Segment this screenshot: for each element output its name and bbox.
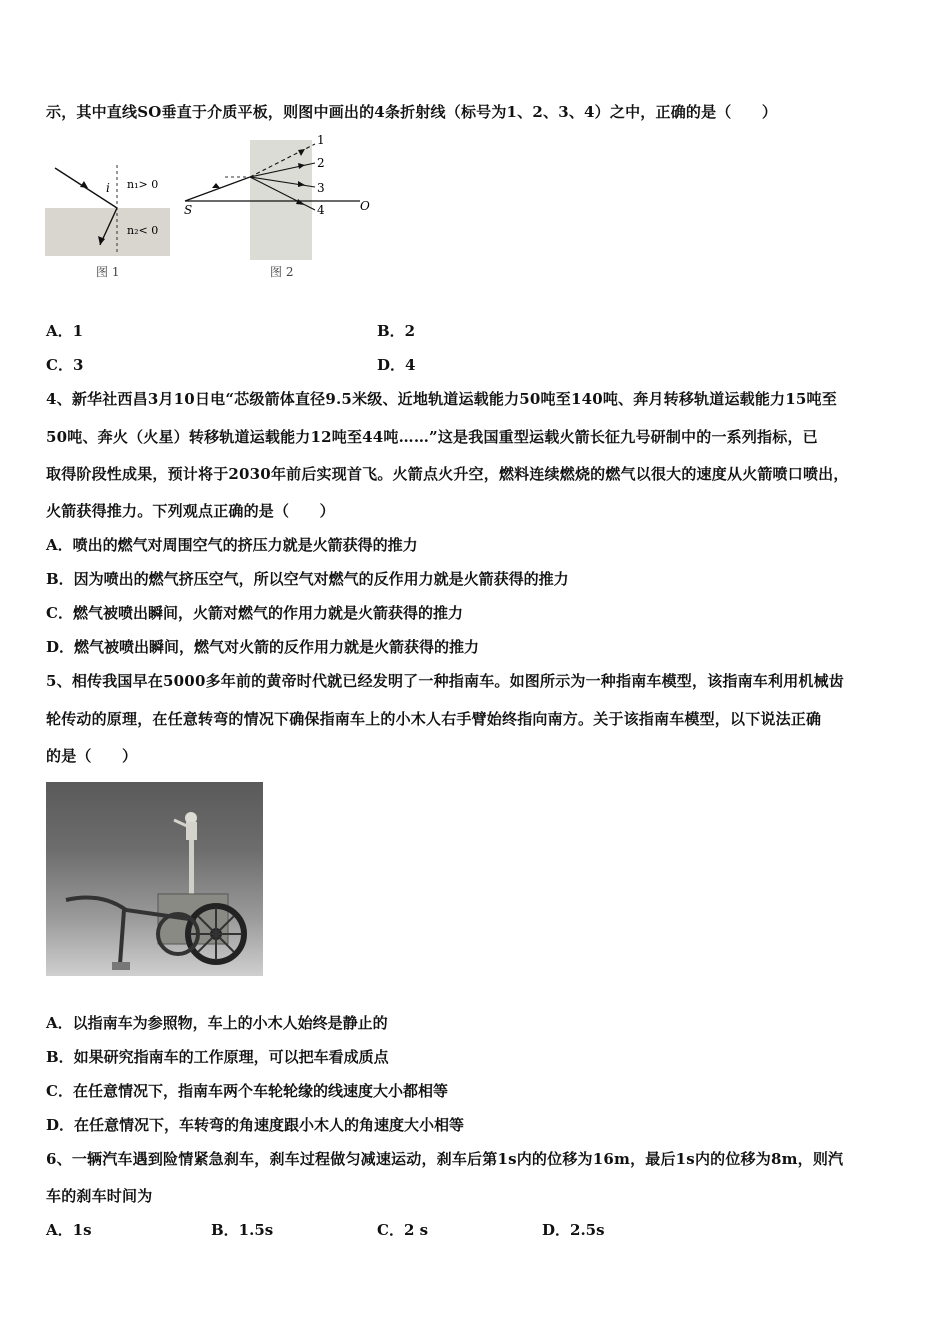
- medium-plate: [250, 140, 312, 260]
- figure-1-caption: 图 1: [96, 265, 120, 279]
- figure-arm-shape: [174, 820, 187, 826]
- q4-option-c[interactable]: C．燃气被喷出瞬间，火箭对燃气的作用力就是火箭获得的推力: [46, 604, 463, 622]
- q4-stem-line-3: 取得阶段性成果，预计将于2030年前后实现首飞。火箭点火升空，燃料连续燃烧的燃气以很大的速度从火箭喷口喷出，: [46, 465, 849, 483]
- incident-ray: [185, 177, 250, 201]
- q4-option-b[interactable]: B．因为喷出的燃气挤压空气，所以空气对燃气的反作用力就是火箭获得的推力: [46, 570, 569, 588]
- q6-option-c[interactable]: C．2 s: [377, 1221, 429, 1239]
- q4-option-d[interactable]: D．燃气被喷出瞬间，燃气对火箭的反作用力就是火箭获得的推力: [46, 638, 480, 656]
- figure-2-refraction: [180, 130, 380, 260]
- q5-option-b[interactable]: B．如果研究指南车的工作原理，可以把车看成质点: [46, 1048, 389, 1066]
- q6-stem-line-2: 车的刹车时间为: [46, 1187, 153, 1205]
- q4-option-a[interactable]: A．喷出的燃气对周围空气的挤压力就是火箭获得的推力: [46, 536, 418, 554]
- q5-stem-line-3: 的是（ ）: [46, 747, 138, 765]
- q3-option-b[interactable]: B．2: [377, 322, 416, 340]
- ray-label-3: 3: [317, 181, 325, 195]
- q6-option-b[interactable]: B．1.5s: [211, 1221, 274, 1239]
- point-s-label: S: [184, 203, 193, 217]
- chariot-illustration: [46, 782, 263, 976]
- q3-option-a[interactable]: A．1: [46, 322, 84, 340]
- ray-label-4: 4: [317, 203, 325, 217]
- q5-option-d[interactable]: D．在任意情况下，车转弯的角速度跟小木人的角速度大小相等: [46, 1116, 465, 1134]
- q6-option-d[interactable]: D．2.5s: [542, 1221, 605, 1239]
- q5-option-a[interactable]: A．以指南车为参照物，车上的小木人始终是静止的: [46, 1014, 388, 1032]
- ray-label-1: 1: [317, 133, 325, 147]
- figure-1-refraction: [40, 150, 180, 260]
- q3-option-c[interactable]: C．3: [46, 356, 84, 374]
- figure-2-caption: 图 2: [270, 265, 294, 279]
- south-pointing-chariot-photo: [46, 782, 263, 976]
- n2-label: n₂< 0: [127, 224, 159, 237]
- q6-option-a[interactable]: A．1s: [46, 1221, 92, 1239]
- q3-option-d[interactable]: D．4: [377, 356, 416, 374]
- base-shape: [112, 962, 130, 970]
- q6-stem-line-1: 6、一辆汽车遇到险情紧急刹车，刹车过程做匀减速运动，刹车后第1s内的位移为16m，最后1s内的位移为8m，则汽: [46, 1150, 844, 1168]
- arrow-icon: [212, 183, 220, 188]
- q4-stem-line-1: 4、新华社西昌3月10日电“芯级箭体直径9.5米级、近地轨道运载能力50吨至140吨、奔月转移轨道运载能力15吨至: [46, 390, 837, 408]
- q5-stem-line-1: 5、相传我国早在5000多年前的黄帝时代就已经发明了一种指南车。如图所示为一种指南车模型，该指南车利用机械齿: [46, 672, 844, 690]
- ray-label-2: 2: [317, 156, 325, 170]
- q4-stem-line-4: 火箭获得推力。下列观点正确的是（ ）: [46, 502, 335, 520]
- support-shape: [120, 910, 124, 964]
- point-o-label: O: [360, 199, 370, 213]
- q5-stem-line-2: 轮传动的原理，在任意转弯的情况下确保指南车上的小木人右手臂始终指向南方。关于该指南车模型，以下说法正确: [46, 710, 822, 728]
- n1-label: n₁> 0: [127, 178, 159, 191]
- q4-stem-line-2: 50吨、奔火（火星）转移轨道运载能力12吨至44吨……”这是我国重型运载火箭长征九号研制中的一系列指标，已: [46, 428, 818, 446]
- angle-label: i: [106, 181, 110, 195]
- q5-option-c[interactable]: C．在任意情况下，指南车两个车轮轮缘的线速度大小都相等: [46, 1082, 448, 1100]
- figure-body-shape: [186, 822, 197, 840]
- q3-intro: 示，其中直线SO垂直于介质平板，则图中画出的4条折射线（标号为1、2、3、4）之中，正确的是（ ）: [46, 103, 778, 121]
